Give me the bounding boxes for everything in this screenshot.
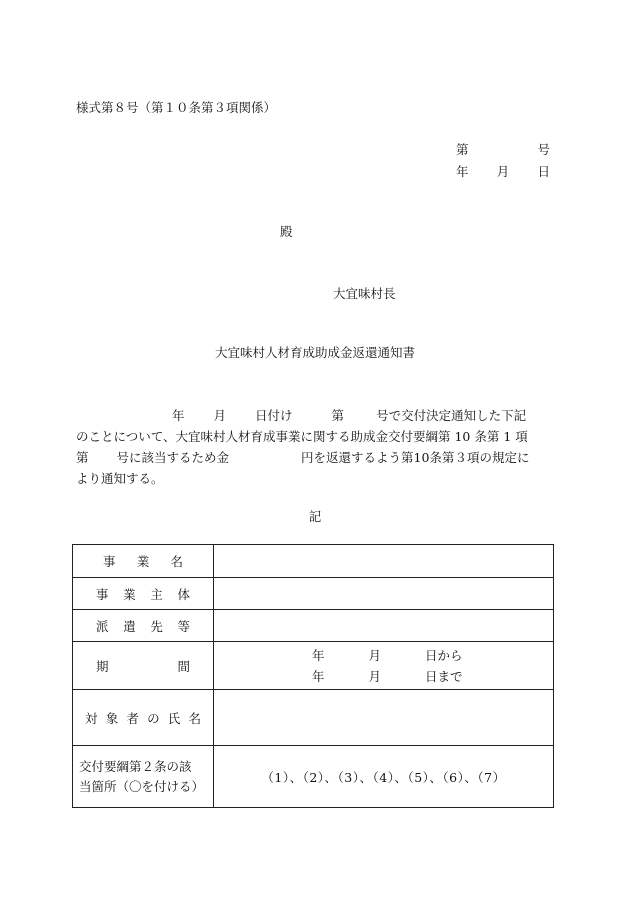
body-line-3: 第 号に該当するため金 円を返還するよう第10条第３項の規定に — [76, 450, 530, 465]
doc-number-suffix: 号 — [537, 142, 550, 157]
document-date — [456, 162, 550, 180]
ki-heading: 記 — [308, 509, 322, 524]
label-project-owner: 事 業 主 体 — [73, 578, 214, 610]
label-period: 期 間 — [73, 642, 214, 690]
table-row-applicable-clause — [73, 746, 554, 808]
field-dispatch[interactable] — [214, 610, 554, 642]
document-title: 大宜味村人材育成助成金返還通知書 — [214, 345, 415, 360]
table-row-period — [73, 642, 554, 690]
period-from: 年 月 日から — [312, 647, 463, 663]
details-table — [72, 544, 554, 808]
document-number — [456, 140, 550, 158]
date-day: 日 — [537, 164, 550, 179]
table-row-target-name — [73, 690, 554, 746]
table-row-project-name — [73, 545, 554, 578]
recipient-suffix: 殿 — [280, 224, 293, 239]
label-target-name: 対 象 者 の 氏 名 — [73, 690, 214, 746]
table-row-dispatch — [73, 610, 554, 642]
label-project-name: 事 業 名 — [73, 545, 214, 578]
body-line-1: 年 月 日付け 第 号で交付決定通知した下記 — [172, 408, 527, 423]
field-project-owner[interactable] — [214, 578, 554, 610]
period-to: 年 月 日まで — [312, 668, 463, 684]
body-text — [76, 405, 556, 489]
date-month: 月 — [496, 164, 510, 179]
field-target-name[interactable] — [214, 690, 554, 746]
issuer: 大宜味村長 — [333, 286, 396, 301]
doc-number-prefix: 第 — [456, 142, 469, 157]
field-applicable-clause-options[interactable]: （1）、（2）、（3）、（4）、（5）、（6）、（7） — [214, 746, 554, 808]
body-line-2: のことについて、大宜味村人材育成事業に関する助成金交付要綱第 10 条第 1 項 — [76, 429, 528, 444]
table-row-project-owner — [73, 578, 554, 610]
label-dispatch: 派 遣 先 等 — [73, 610, 214, 642]
form-number: 様式第８号（第１０条第３項関係） — [76, 100, 277, 115]
field-project-name[interactable] — [214, 545, 554, 578]
field-period[interactable] — [214, 642, 554, 690]
label-applicable-clause: 交付要綱第２条の該 当箇所（〇を付ける） — [73, 746, 214, 808]
date-year: 年 — [456, 164, 469, 179]
body-line-4: より通知する。 — [76, 471, 164, 486]
